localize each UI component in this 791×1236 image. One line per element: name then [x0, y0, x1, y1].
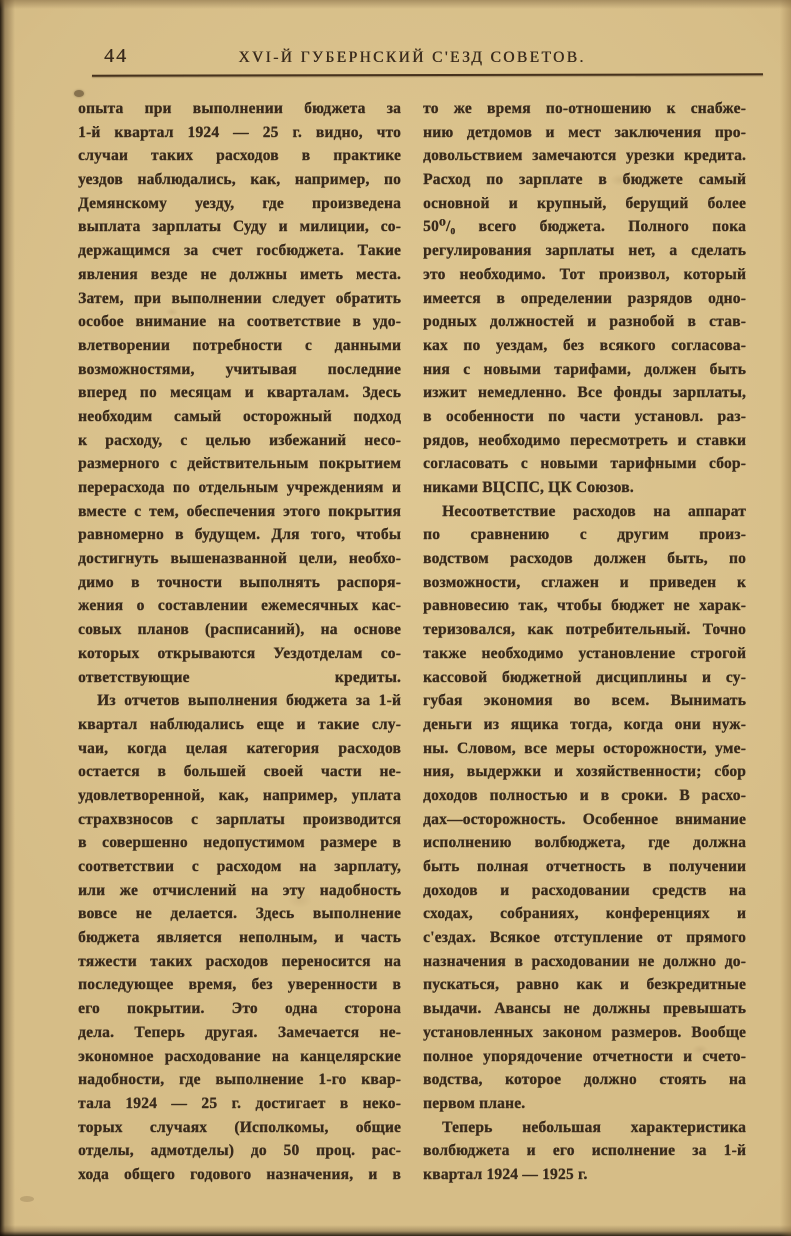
text-line: или же отчислений на эту надобность [78, 881, 401, 899]
text-line: надобности, где выполнение 1-го квар- [78, 1071, 401, 1089]
text-line: основной и крупный, берущий более [423, 194, 746, 212]
text-line: быть полная отчетность в получении [423, 858, 746, 875]
text-line: сходах, собраниях, конференциях и [423, 905, 746, 923]
text-line: дах—осторожность. Особенное внимание [423, 810, 746, 828]
paragraph [78, 689, 401, 1186]
text-line: Демянскому уезду, где произведена [78, 194, 401, 212]
text-line: установленных законом размеров. Вообще [423, 1023, 746, 1041]
page-header [78, 44, 746, 74]
scan-shadow-left [0, 0, 15, 1236]
text-line: деньги из ящика тогда, когда они нуж- [423, 715, 746, 733]
text-line: 50⁰/₀ всего бюджета. Полного пока [423, 218, 746, 236]
text-line: Из отчетов выполнения бюджета за 1-й [97, 692, 401, 710]
text-line: перерасхода по отдельным учреждениям и [78, 479, 401, 496]
text-line: водством расходов должен быть, по [423, 550, 746, 568]
text-line: тала 1924 — 25 г. достигает в неко- [78, 1094, 401, 1112]
text-line: явления везде не должны иметь места. [78, 265, 401, 283]
text-line: держащимся за счет госбюджета. Такие [78, 242, 401, 260]
header-divider [92, 73, 763, 76]
text-line: опыта при выполнении бюджета за [78, 100, 401, 117]
text-line: удовлетворенной, как, например, уплата [78, 786, 401, 804]
scan-shadow-bottom [0, 1225, 791, 1236]
text-line: выдачи. Авансы не должны превышать [423, 1000, 746, 1018]
text-line: ответствующие кредиты. [78, 668, 401, 686]
text-line: достигнуть вышеназванной цели, необхо- [78, 550, 401, 568]
text-line: также необходимо установление строгой [423, 644, 746, 662]
text-line: ках по уездам, без всякого согласова- [423, 336, 746, 354]
text-line: кассовой бюджетной дисциплины и су- [423, 668, 746, 686]
text-line: регулирования зарплаты нет, а сделать [423, 242, 746, 260]
text-line: доходов полностью и в сроки. В расхо- [423, 786, 746, 804]
text-line: возможностями, учитывая последние [78, 360, 401, 378]
text-line: квартал 1924 — 1925 г. [423, 1165, 588, 1183]
text-line: торых случаях (Исполкомы, общие [78, 1118, 401, 1136]
paper-smudge [20, 1196, 34, 1202]
text-line: согласовать с новыми тарифными сбор- [423, 455, 746, 473]
text-line: то же время по-отношению к снабже- [423, 100, 746, 117]
text-line: теризовался, как потребительный. Точно [423, 621, 746, 639]
text-line: по сравнению с другим произ- [423, 526, 746, 544]
text-line: бюджета является неполным, и часть [78, 929, 401, 947]
text-line: Расход по зарплате в бюджете самый [423, 171, 746, 189]
text-line: равновесию так, чтобы бюджет не харак- [423, 597, 746, 615]
ink-speck [74, 90, 84, 97]
text-line: отделы, адмотделы) до 50 проц. рас- [78, 1142, 401, 1160]
text-line: с'ездах. Всякое отступление от прямого [423, 929, 746, 947]
text-line: нию детдомов и мест заключения про- [423, 123, 746, 141]
text-line: губая экономия во всем. Вынимать [423, 692, 746, 710]
text-line: необходим самый осторожный подход [78, 407, 401, 425]
text-line: страхвзносов с зарплаты производится [78, 810, 401, 828]
text-line: водства, которое должно стоять на [423, 1071, 746, 1089]
right-column [423, 97, 746, 1187]
text-line: в совершенно недопустимом размере в [78, 834, 401, 852]
text-line: влетворении потребности с данными [78, 336, 401, 354]
text-line: в особенности по части установл. раз- [423, 407, 746, 425]
text-line: исполнению волбюджета, где должна [423, 834, 746, 852]
text-line: уездов наблюдались, как, например, по [78, 171, 401, 189]
text-line: к расходу, с целью избежаний несо- [78, 431, 401, 449]
text-line: случаи таких расходов в практике [78, 147, 401, 165]
text-line: выплата зарплаты Суду и милиции, со- [78, 218, 401, 236]
text-line: совых планов (расписаний), на основе [78, 621, 401, 639]
text-line: ния с новыми тарифами, должен быть [423, 360, 746, 378]
running-title: XVI-Й ГУБЕРНСКИЙ С'ЕЗД СОВЕТОВ. [238, 49, 586, 66]
text-line: довольствием замечаются урезки кредита. [423, 147, 746, 165]
text-line: остается в большей своей части не- [78, 763, 401, 781]
text-line: пускаться, равно как и безкредитные [423, 976, 746, 994]
text-line: тяжести таких расходов переносится на [78, 952, 401, 970]
text-line: первом плане. [423, 1094, 526, 1112]
scan-shadow-right [780, 0, 791, 1236]
text-line: последующее время, без уверенности в [78, 976, 401, 994]
text-line: соответствии с расходом на зарплату, [78, 858, 401, 875]
text-line: вместе с тем, обеспечения этого покрытия [78, 502, 401, 520]
text-line: доходов и расходовании средств на [423, 881, 746, 899]
text-line: Теперь небольшая характеристика [442, 1118, 746, 1136]
text-line: назначения в расходовании не должно до- [423, 952, 746, 970]
scan-shadow-top [0, 0, 791, 9]
text-line: экономное расходование на канцелярские [78, 1047, 401, 1065]
paragraph [423, 97, 746, 500]
text-line: возможности, сглажен и приведен к [423, 573, 746, 591]
text-line: дела. Теперь другая. Замечается не- [78, 1023, 401, 1041]
text-line: рядов, необходимо пересмотреть и ставки [423, 431, 746, 449]
text-line: изжит немедленно. Все фонды зарплаты, [423, 384, 746, 402]
paragraph [423, 500, 746, 1116]
text-line: ны. Словом, все меры осторожности, уме- [423, 739, 746, 757]
text-line: имеется в определении разрядов одно- [423, 289, 746, 307]
text-line: вовсе не делается. Здесь выполнение [78, 905, 401, 923]
text-line: Затем, при выполнении следует обратить [78, 289, 401, 307]
text-line: особое внимание на соответствие в удо- [78, 313, 401, 331]
text-line: жения о составлении ежемесячных кас- [78, 597, 401, 615]
text-line: его покрытии. Это одна сторона [78, 1000, 401, 1018]
text-line: волбюджета и его исполнение за 1-й [423, 1142, 746, 1160]
text-line: размерного с действительным покрытием [78, 455, 401, 473]
text-line: полное упорядочение отчетности и счето- [423, 1047, 746, 1065]
text-line: родных должностей и разнобой в став- [423, 313, 746, 331]
text-line: которых открываются Уездотделам со- [78, 644, 401, 662]
text-line: хода общего годового назначения, и в [78, 1165, 401, 1183]
text-columns [78, 97, 746, 1187]
paragraph [78, 97, 401, 689]
text-line: чаи, когда целая категория расходов [78, 739, 401, 757]
paragraph [423, 1116, 746, 1187]
text-line: никами ВЦСПС, ЦК Союзов. [423, 479, 634, 496]
text-line: вперед по месяцам и кварталам. Здесь [78, 384, 401, 402]
text-line: ния, выдержки и хозяйственности; сбор [423, 763, 746, 781]
text-line: равномерно в будущем. Для того, чтобы [78, 526, 401, 544]
text-line: Несоответствие расходов на аппарат [442, 502, 746, 520]
text-line: 1-й квартал 1924 — 25 г. видно, что [78, 123, 401, 141]
text-line: квартал наблюдались еще и такие слу- [78, 715, 401, 733]
text-line: димо в точности выполнять распоря- [78, 573, 401, 591]
left-column [78, 97, 401, 1187]
text-line: это необходимо. Тот произвол, который [423, 265, 746, 283]
page-number: 44 [104, 45, 128, 67]
